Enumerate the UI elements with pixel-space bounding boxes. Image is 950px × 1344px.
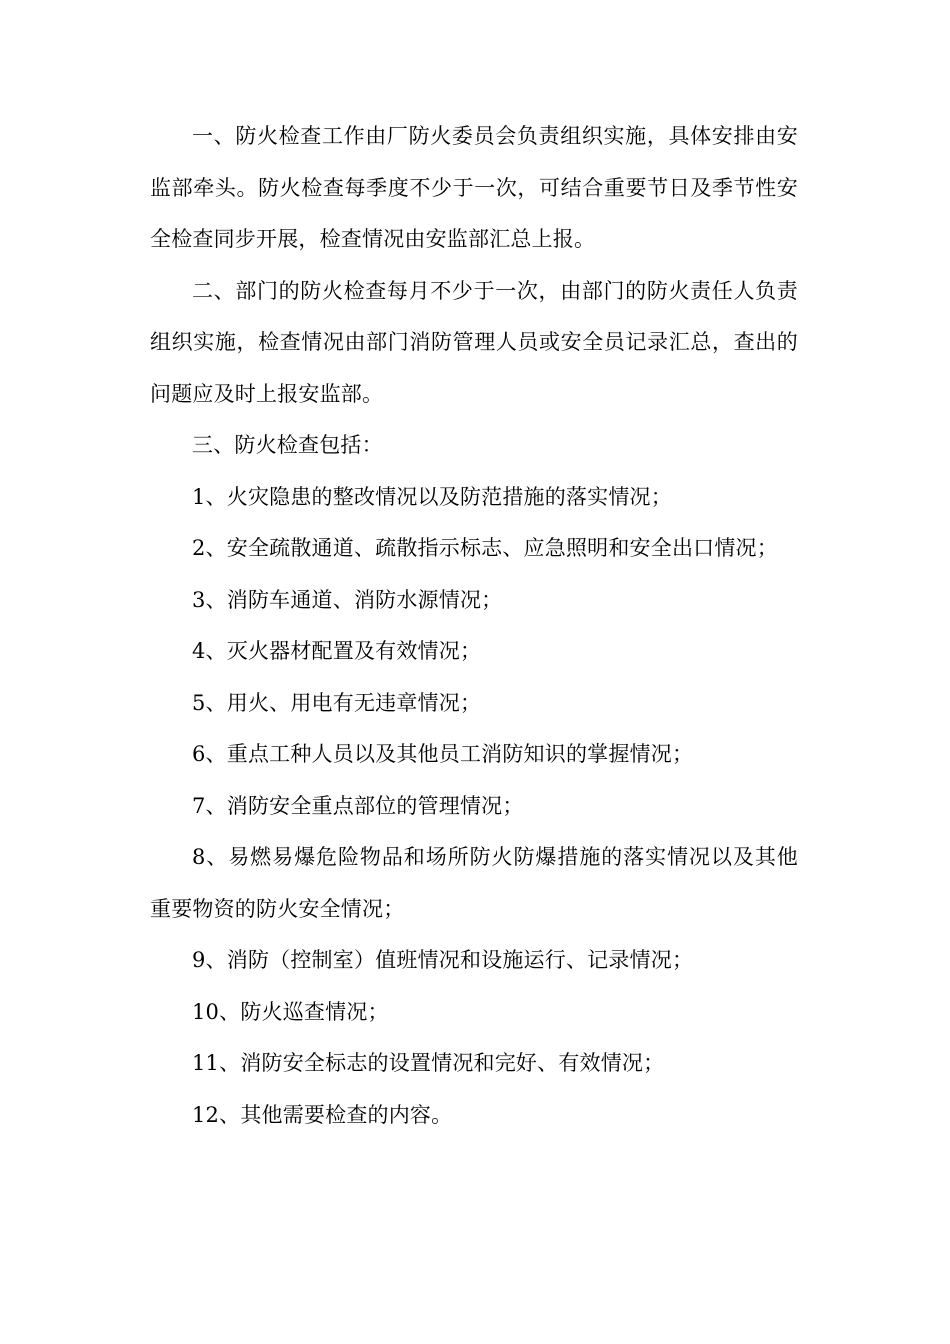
document-body (150, 111, 798, 1141)
list-item-4: 4、灭火器材配置及有效情况； (192, 639, 482, 663)
list-item-10: 10、防火巡查情况； (192, 999, 389, 1024)
paragraph-3-heading: 三、防火检查包括： (192, 433, 383, 457)
list-item-9: 9、消防（控制室）值班情况和设施运行、记录情况； (192, 948, 694, 972)
list-item-11: 11、消防安全标志的设置情况和完好、有效情况； (192, 1051, 665, 1075)
list-item-3: 3、消防车通道、消防水源情况； (192, 587, 503, 612)
list-item-5: 5、用火、用电有无违章情况； (192, 690, 482, 715)
paragraph-2: 二、部门的防火检查每月不少于一次，由部门的防火责任人负责组织实施，检查情况由部门消防管理人员或安全员记录汇总，查出的问题应及时上报安监部。 (150, 278, 798, 406)
list-item-1: 1、火灾隐患的整改情况以及防范措施的落实情况； (192, 484, 672, 509)
list-item-12: 12、其他需要检查的内容。 (192, 1102, 453, 1127)
list-item-2: 2、安全疏散通道、疏散指示标志、应急照明和安全出口情况； (192, 536, 778, 560)
list-item-6: 6、重点工种人员以及其他员工消防知识的掌握情况； (192, 742, 694, 766)
paragraph-1: 一、防火检查工作由厂防火委员会负责组织实施，具体安排由安监部牵头。防火检查每季度不少于一次，可结合重要节日及季节性安全检查同步开展，检查情况由安监部汇总上报。 (150, 124, 798, 251)
list-item-8: 8、易燃易爆危险物品和场所防火防爆措施的落实情况以及其他重要物资的防火安全情况； (150, 845, 798, 921)
list-item-7: 7、消防安全重点部位的管理情况； (192, 793, 524, 818)
